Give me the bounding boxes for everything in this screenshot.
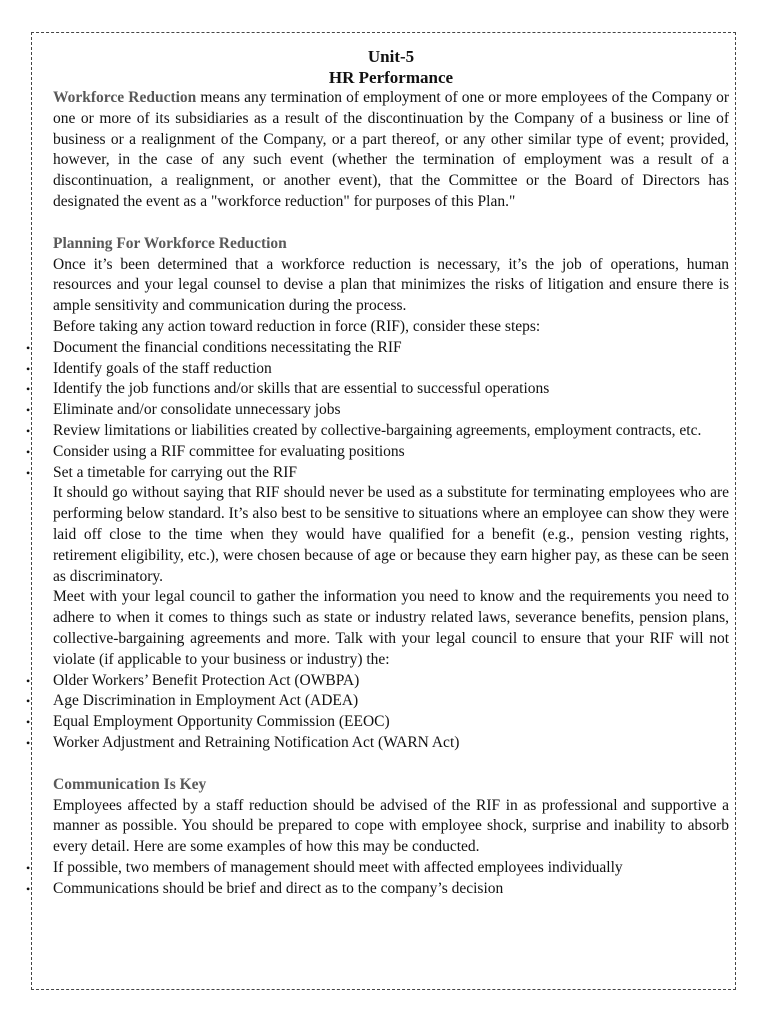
bullet-icon: • xyxy=(26,673,31,688)
list-item: • Equal Employment Opportunity Commission (EEOC) xyxy=(53,712,729,733)
list-item: • Set a timetable for carrying out the RIF xyxy=(53,463,729,484)
intro-paragraph xyxy=(53,88,729,213)
communication-list xyxy=(26,858,729,900)
bullet-icon: • xyxy=(26,694,31,709)
list-item: • Identify the job functions and/or skills that are essential to successful operations xyxy=(53,379,729,400)
planning-paragraph-2: Before taking any action toward reduction in force (RIF), consider these steps: xyxy=(53,317,541,335)
list-item: • If possible, two members of management should meet with affected employees individually xyxy=(53,858,729,879)
planning-paragraph-4: Meet with your legal council to gather the information you need to know and the requirements you need to adhere to when it comes to things such as state or industry related laws, severance benefits, pension plans, collective-bargaining agreements and more. Talk with your legal council to ensure that your RIF will not violate (if applicable to your business or industry) the: xyxy=(53,588,729,668)
bullet-icon: • xyxy=(26,423,31,438)
bullet-icon: • xyxy=(26,403,31,418)
intro-term: Workforce Reduction xyxy=(53,89,197,106)
list-item: • Consider using a RIF committee for evaluating positions xyxy=(53,442,729,463)
bullet-icon: • xyxy=(26,860,31,875)
planning-paragraph-1: Once it’s been determined that a workforce reduction is necessary, it’s the job of operations, human resources and your legal counsel to devise a plan that minimizes the risks of litigation and ensure there is ample sensitivity and communication during the process. xyxy=(53,255,729,315)
list-item: • Worker Adjustment and Retraining Notification Act (WARN Act) xyxy=(53,733,729,754)
bullet-icon: • xyxy=(26,465,31,480)
list-item: • Document the financial conditions necessitating the RIF xyxy=(53,338,729,359)
list-item: • Review limitations or liabilities created by collective-bargaining agreements, employment contracts, etc. xyxy=(53,421,729,442)
bullet-icon: • xyxy=(26,715,31,730)
communication-paragraph: Employees affected by a staff reduction should be advised of the RIF in as professional and supportive a manner as possible. You should be prepared to cope with employee shock, surprise and inability to absorb every detail. Here are some examples of how this may be conducted. xyxy=(53,796,729,856)
bullet-icon: • xyxy=(26,382,31,397)
list-item: • Communications should be brief and direct as to the company’s decision xyxy=(53,879,729,900)
rif-steps-list xyxy=(26,338,729,484)
unit-title: Unit-5 xyxy=(367,47,415,66)
laws-list xyxy=(26,671,729,754)
bullet-icon: • xyxy=(26,881,31,896)
planning-heading: Planning For Workforce Reduction xyxy=(53,234,287,252)
planning-paragraph-3: It should go without saying that RIF should never be used as a substitute for terminating employees who are performing below standard. It’s also best to be sensitive to situations where an employee can show they were laid off close to the time when they would have qualified for a benefit (e.g., pension vesting rights, retirement eligibility, etc.), were chosen because of age or because they earn higher pay, as these can be seen as discriminatory. xyxy=(53,484,729,585)
list-item: • Eliminate and/or consolidate unnecessary jobs xyxy=(53,400,729,421)
subject-title: HR Performance xyxy=(328,68,454,87)
intro-text: means any termination of employment of one or more employees of the Company or one or more of its subsidiaries as a result of the discontinuation by the Company of a business or line of business or a realignment of the Company, or a part thereof, or any other similar type of event; provided, however, in the case of any such event (whether the termination of employment was a result of a discontinuation, a realignment, or another event), that the Committee or the Board of Directors has designated the event as a "workforce reduction" for purposes of this Plan." xyxy=(53,89,729,210)
bullet-icon: • xyxy=(26,361,31,376)
list-item: • Older Workers’ Benefit Protection Act (OWBPA) xyxy=(53,671,729,692)
list-item: • Identify goals of the staff reduction xyxy=(53,359,729,380)
document-body xyxy=(26,46,729,899)
bullet-icon: • xyxy=(26,735,31,750)
list-item: • Age Discrimination in Employment Act (ADEA) xyxy=(53,691,729,712)
communication-heading: Communication Is Key xyxy=(53,775,207,793)
bullet-icon: • xyxy=(26,340,31,355)
bullet-icon: • xyxy=(26,444,31,459)
